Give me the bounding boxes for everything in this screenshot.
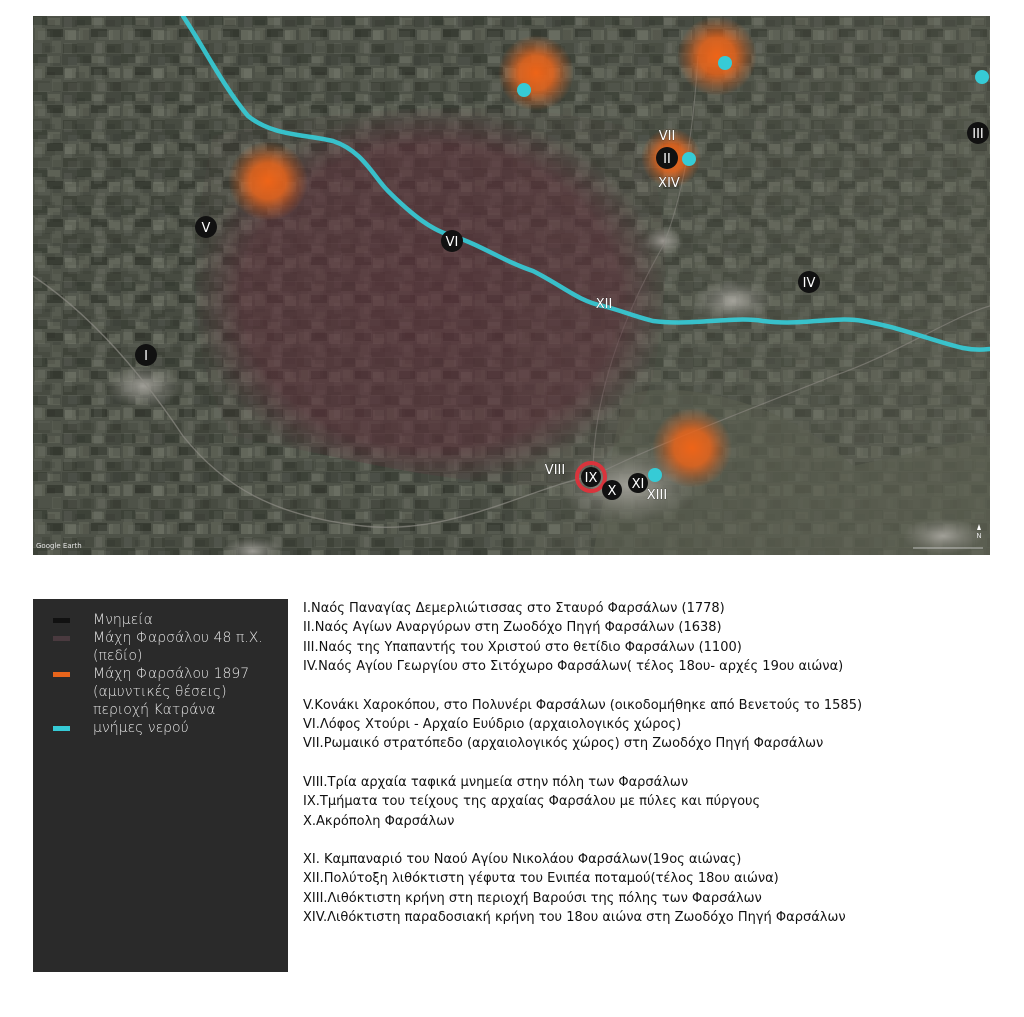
site-entry-IX: IX.Τμήματα του τείχους της αρχαίας Φαρσάλου με πύλες και πύργους [303, 794, 761, 810]
svg-text:II: II [663, 152, 671, 167]
monument-marker-V[interactable] [195, 216, 217, 238]
monument-marker-X[interactable] [602, 480, 622, 500]
legend-item-battle-48bc [53, 629, 278, 665]
battle-1897-position [228, 141, 308, 221]
battle-1897-position [498, 35, 574, 111]
monument-marker-I[interactable] [135, 344, 157, 366]
svg-text:V: V [201, 221, 211, 236]
legend-swatch-battle-48bc [53, 636, 70, 641]
site-entry-XIII: XIII.Λιθόκτιστη κρήνη στη περιοχή Βαρούσι της πόλης των Φαρσάλων [303, 890, 762, 906]
site-group [303, 850, 993, 928]
village-area [903, 518, 983, 554]
monument-marker-II[interactable] [656, 147, 678, 169]
google-earth-watermark: Google Earth [36, 542, 82, 550]
site-entry-IV: IV.Ναός Αγίου Γεωργίου στο Σιτόχωρο Φαρσάλων( τέλος 18ου- αρχές 19ου αιώνα) [303, 659, 844, 675]
water-memory-dot[interactable] [517, 83, 531, 97]
svg-text:N: N [976, 532, 982, 540]
legend-swatch-battle-1897 [53, 672, 70, 677]
svg-text:IX: IX [584, 471, 598, 486]
site-entry-VI: VI.Λόφος Χτούρι - Αρχαίο Ευύδριο (αρχαιολογικός χώρος) [303, 717, 682, 733]
village-area [693, 279, 773, 323]
monument-marker-XI[interactable] [628, 473, 648, 493]
legend-label: Μνημεία [93, 612, 153, 628]
battle-1897-position [677, 16, 757, 96]
legend-item-battle-1897 [53, 665, 278, 719]
legend-label: Μάχη Φαρσάλου 1897 (αμυντικές θέσεις) περιοχή Κατράνα [93, 666, 250, 718]
site-list [303, 599, 993, 947]
site-group [303, 696, 993, 754]
battle-1897-position [652, 408, 732, 488]
village-area [105, 364, 181, 408]
legend-swatch-monuments [53, 618, 70, 623]
map-legend [33, 599, 288, 972]
water-memory-dot[interactable] [718, 56, 732, 70]
legend-label: Μάχη Φαρσάλου 48 π.Χ. (πεδίο) [93, 630, 263, 664]
legend-item-water [53, 719, 278, 737]
site-entry-III: III.Ναός της Υπαπαντής του Χριστού στο θετίδιο Φαρσάλων (1100) [303, 639, 742, 655]
svg-text:IV: IV [802, 276, 816, 291]
site-entry-XII: XII.Πολύτοξη λιθόκτιστη γέφυτα του Ενιπέα ποταμού(τέλος 18ου αιώνα) [303, 871, 779, 887]
satellite-map[interactable] [33, 16, 990, 555]
svg-text:VI: VI [445, 235, 459, 250]
label-XIV: XIV [658, 176, 680, 191]
label-VIII: VIII [544, 463, 566, 478]
site-group [303, 599, 993, 677]
water-memory-dot[interactable] [648, 468, 662, 482]
site-entry-VII: VII.Ρωμαικό στρατόπεδο (αρχαιολογικός χώρος) στη Ζωοδόχο Πηγή Φαρσάλων [303, 736, 824, 752]
water-memory-dot[interactable] [975, 70, 989, 84]
site-entry-VIII: VIII.Τρία αρχαία ταφικά μνημεία στην πόλη των Φαρσάλων [303, 774, 689, 790]
monument-marker-IX[interactable] [581, 467, 601, 487]
site-group [303, 773, 993, 831]
legend-item-monuments [53, 611, 278, 629]
legend-label: μνήμες νερού [93, 720, 189, 736]
label-XII: XII [595, 297, 613, 312]
monument-marker-IV[interactable] [798, 271, 820, 293]
site-entry-I: I.Ναός Παναγίας Δεμερλιώτισσας στο Σταυρό Φαρσάλων (1778) [303, 601, 725, 616]
svg-text:I: I [144, 349, 148, 364]
site-entry-II: II.Ναός Αγίων Αναργύρων στη Ζωοδόχο Πηγή Φαρσάλων (1638) [303, 620, 722, 636]
site-entry-V: V.Κονάκι Χαροκόπου, στο Πολυνέρι Φαρσάλων (οικοδομήθηκε από Βενετούς το 1585) [303, 697, 863, 713]
svg-text:XI: XI [631, 477, 645, 492]
svg-text:X: X [607, 484, 617, 499]
map-canvas [33, 16, 990, 555]
monument-marker-VI[interactable] [441, 230, 463, 252]
svg-text:III: III [972, 127, 984, 142]
water-memory-dot[interactable] [682, 152, 696, 166]
label-VII: VII [658, 129, 676, 144]
site-entry-XIV: XIV.Λιθόκτιστη παραδοσιακή κρήνη του 18ου αιώνα στη Ζωοδόχο Πηγή Φαρσάλων [303, 910, 846, 926]
site-entry-XI: XI. Καμπαναριό του Ναού Αγίου Νικολάου Φαρσάλων(19ος αιώνας) [303, 852, 742, 868]
site-entry-X: X.Ακρόπολη Φαρσάλων [303, 813, 455, 829]
monument-marker-III[interactable] [967, 122, 989, 144]
label-XIII: XIII [646, 488, 668, 503]
legend-swatch-water [53, 726, 70, 731]
